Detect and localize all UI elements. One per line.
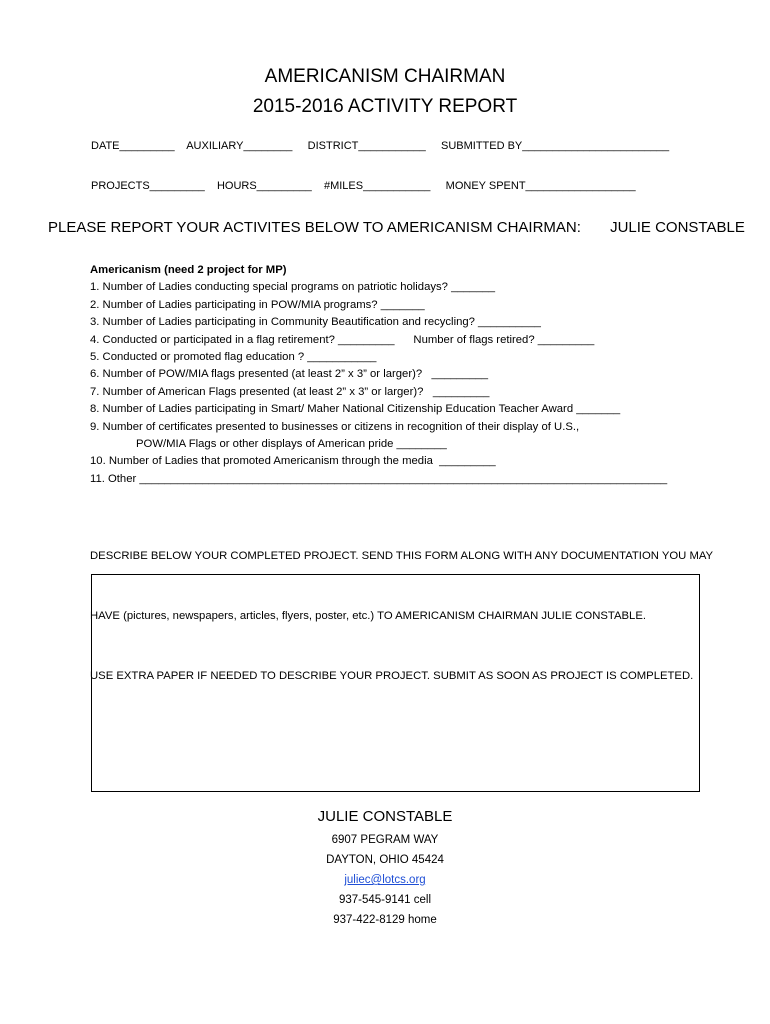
question-6[interactable]: 6. Number of POW/MIA flags presented (at least 2” x 3” or larger)? _________ (90, 368, 489, 381)
describe-line-1: DESCRIBE BELOW YOUR COMPLETED PROJECT. SEND THIS FORM ALONG WITH ANY DOCUMENTATION YOU MAY (90, 550, 714, 562)
describe-line-3: USE EXTRA PAPER IF NEEDED TO DESCRIBE YOUR PROJECT. SUBMIT AS SOON AS PROJECT IS COMPLETED. (90, 670, 694, 682)
project-description-box[interactable] (91, 574, 700, 792)
contact-address-1: 6907 PEGRAM WAY (331, 834, 439, 846)
section-heading: Americanism (need 2 project for MP) (90, 264, 287, 276)
question-4[interactable]: 4. Conducted or participated in a flag retirement? _________ Number of flags retired? _________ (90, 333, 595, 346)
question-9-continued[interactable]: POW/MIA Flags or other displays of American pride ________ (136, 438, 447, 451)
question-8[interactable]: 8. Number of Ladies participating in Smart/ Maher National Citizenship Education Teacher Award _______ (90, 403, 621, 416)
contact-cell: 937-545-9141 cell (338, 894, 432, 906)
question-2[interactable]: 2. Number of Ladies participating in POW/MIA programs? _______ (90, 298, 425, 311)
contact-home: 937-422-8129 home (333, 914, 437, 926)
question-11[interactable]: 11. Other ____________________________________________________________________________________ (90, 472, 668, 485)
report-title: AMERICANISM CHAIRMAN (264, 66, 506, 87)
americanism-section (90, 262, 667, 488)
question-10[interactable]: 10. Number of Ladies that promoted Americanism through the media _________ (90, 455, 496, 468)
form-fields-row-2[interactable]: PROJECTS_________ HOURS_________ #MILES___________ MONEY SPENT__________________ (91, 180, 636, 192)
contact-email-link[interactable]: juliec@lotcs.org (344, 874, 426, 886)
report-subtitle: 2015-2016 ACTIVITY REPORT (252, 96, 518, 117)
contact-name: JULIE CONSTABLE (317, 808, 453, 825)
question-7[interactable]: 7. Number of American Flags presented (at least 2” x 3” or larger)? _________ (90, 385, 490, 398)
question-1[interactable]: 1. Number of Ladies conducting special programs on patriotic holidays? _______ (90, 281, 496, 294)
question-5[interactable]: 5. Conducted or promoted flag education ? ___________ (90, 351, 377, 364)
contact-email-row (0, 874, 770, 886)
report-instruction: PLEASE REPORT YOUR ACTIVITES BELOW TO AMERICANISM CHAIRMAN: JULIE CONSTABLE (48, 219, 745, 236)
question-3[interactable]: 3. Number of Ladies participating in Community Beautification and recycling? __________ (90, 316, 541, 329)
contact-address-2: DAYTON, OHIO 45424 (326, 854, 444, 866)
form-fields-row-1[interactable]: DATE_________ AUXILIARY________ DISTRICT___________ SUBMITTED BY________________________ (91, 140, 670, 152)
describe-line-2: HAVE (pictures, newspapers, articles, flyers, poster, etc.) TO AMERICANISM CHAIRMAN JULIE CONSTABLE. (90, 610, 647, 622)
question-9[interactable]: 9. Number of certificates presented to businesses or citizens in recognition of their display of U.S., (90, 420, 580, 433)
